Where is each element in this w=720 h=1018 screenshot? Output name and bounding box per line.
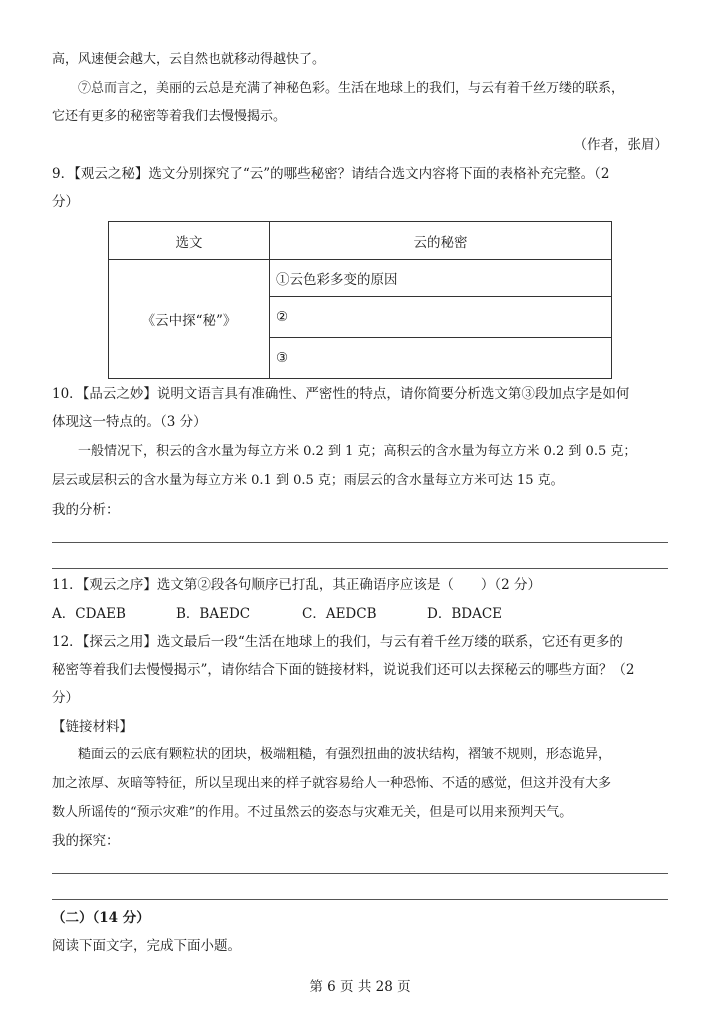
material-text: 糙面云的云底有颗粒状的团块，极端粗糙，有强烈扭曲的波状结构，褶皱不规则，形态诡异， xyxy=(78,747,612,762)
answer-line[interactable] xyxy=(52,542,668,543)
section-title: （二）（14 分） xyxy=(52,910,150,926)
author-credit: （作者，张眉） xyxy=(573,137,668,153)
q11-options xyxy=(52,605,502,623)
material-text-cont: 加之浓厚、灰暗等特征，所以呈现出来的样子就容易给人一种恐怖、不适的感觉，但这并没有大多 xyxy=(52,776,612,791)
option-a[interactable]: A．CDAEB xyxy=(52,606,126,622)
q11-stem: 11．【观云之序】选文第②段各句顺序已打乱，其正确语序应该是（ ）（2 分） xyxy=(52,577,542,593)
passage-line: 高，风速便会越大，云自然也就移动得越快了。 xyxy=(52,52,326,67)
q10-quote-cont: 层云或层积云的含水量为每立方米 0.1 到 0.5 克；雨层云的含水量每立方米可达 15 克。 xyxy=(52,473,564,488)
material-text-cont-2: 数人所谣传的“预示灾难”的作用。不过虽然云的姿态与灾难无关，但是可以用来预判天气。 xyxy=(52,805,573,820)
q12-stem-cont-2: 分） xyxy=(52,690,79,706)
q10-stem: 10．【品云之妙】说明文语言具有准确性、严密性的特点，请你简要分析选文第③段加点字是如何 xyxy=(52,386,630,402)
table-header-secret: 云的秘密 xyxy=(270,222,612,260)
answer-line[interactable] xyxy=(52,873,668,874)
q9-stem: 9．【观云之秘】选文分别探究了“云”的哪些秘密？请结合选文内容将下面的表格补充完整。（2 xyxy=(52,166,610,182)
page-number: 第 6 页 共 28 页 xyxy=(309,979,411,995)
passage-paragraph-7: ⑦总而言之，美丽的云总是充满了神秘色彩。生活在地球上的我们，与云有着千丝万缕的联系， xyxy=(78,81,625,96)
answer-line[interactable] xyxy=(52,568,668,569)
table-cell-secret-1[interactable]: ①云色彩多变的原因 xyxy=(270,260,612,297)
option-d[interactable]: D．BDACE xyxy=(427,606,503,622)
option-c[interactable]: C．AEDCB xyxy=(302,606,377,622)
table-cell-secret-3[interactable]: ③ xyxy=(270,338,612,379)
option-b[interactable]: B．BAEDC xyxy=(176,606,251,622)
answer-line[interactable] xyxy=(52,899,668,900)
q9-table xyxy=(108,221,612,379)
table-cell-secret-2[interactable]: ② xyxy=(270,297,612,338)
q10-quote: 一般情况下，积云的含水量为每立方米 0.2 到 1 克；高积云的含水量为每立方米 0.2 到 0.5 克； xyxy=(78,444,637,459)
q9-stem-cont: 分） xyxy=(52,194,79,210)
material-title: 【链接材料】 xyxy=(52,719,133,735)
section-instruction: 阅读下面文字，完成下面小题。 xyxy=(52,938,241,954)
q12-answer-label: 我的探究： xyxy=(52,833,120,849)
table-row-label: 《云中探“秘”》 xyxy=(109,260,270,379)
passage-paragraph-7-cont: 它还有更多的秘密等着我们去慢慢揭示。 xyxy=(52,109,287,124)
q10-answer-label: 我的分析： xyxy=(52,502,120,518)
table-header-passage: 选文 xyxy=(109,222,270,260)
q12-stem-cont: 秘密等着我们去慢慢揭示”，请你结合下面的链接材料，说说我们还可以去探秘云的哪些方面？（2 xyxy=(52,662,635,678)
q12-stem: 12．【探云之用】选文最后一段“生活在地球上的我们，与云有着千丝万缕的联系，它还有更多的 xyxy=(52,634,623,650)
q10-stem-cont: 体现这一特点的。（3 分） xyxy=(52,414,207,430)
